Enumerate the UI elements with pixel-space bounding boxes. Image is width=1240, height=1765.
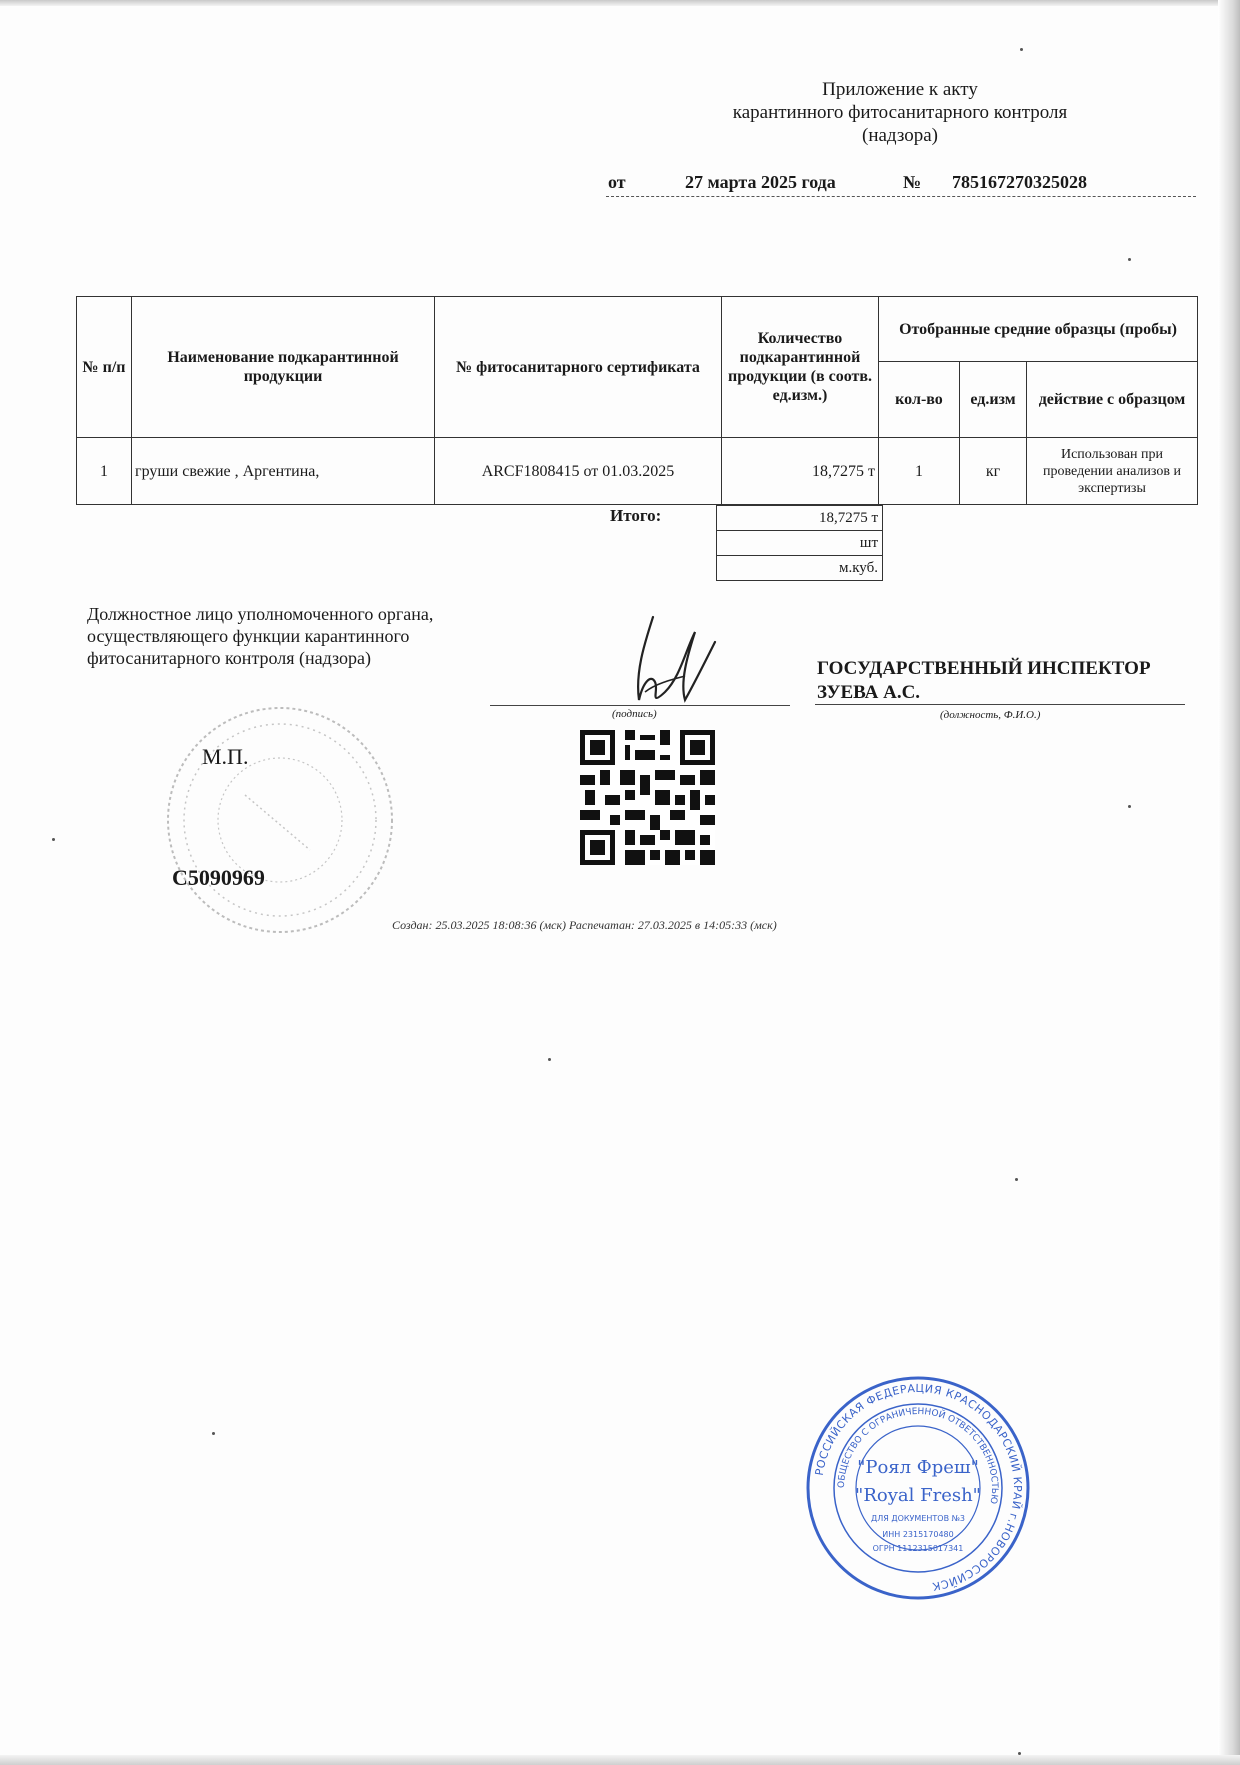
products-table	[76, 296, 1198, 505]
inspector-line	[815, 704, 1185, 705]
company-stamp-icon	[805, 1375, 1031, 1601]
stamp-name-ru: "Роял Фреш"	[857, 1457, 979, 1478]
total-tons: 18,7275 т	[717, 506, 883, 531]
date-number-line	[606, 170, 1196, 197]
scan-speck	[548, 1058, 551, 1061]
col-name: Наименование подкарантинной продукции	[132, 297, 435, 438]
scan-speck	[1018, 1752, 1021, 1755]
totals-label: Итого:	[610, 506, 662, 525]
stamp-ogrn: ОГРН 1112315017341	[872, 1544, 964, 1553]
header-line-2: карантинного фитосанитарного контроля	[732, 102, 1068, 123]
inspection-seal-icon	[160, 700, 400, 940]
seal-mp-label: М.П.	[202, 744, 249, 769]
stamp-inn: ИНН 2315170480	[882, 1530, 954, 1539]
row-product-name: груши свежие , Аргентина,	[132, 438, 435, 505]
signature-line	[490, 705, 790, 706]
row-sample-count: 1	[879, 438, 960, 505]
from-label: от	[608, 172, 626, 192]
scan-speck	[1020, 48, 1023, 51]
col-samples-action: действие с образцом	[1027, 362, 1198, 438]
stamp-name-en: "Royal Fresh"	[855, 1485, 981, 1506]
scan-speck	[212, 1432, 215, 1435]
col-cert: № фитосанитарного сертификата	[435, 297, 722, 438]
appendix-header	[660, 78, 1140, 147]
scan-speck	[1128, 805, 1131, 808]
inspector-title: ГОСУДАРСТВЕННЫЙ ИНСПЕКТОР	[817, 658, 1151, 679]
scan-edge-top	[0, 0, 1240, 6]
qr-code-icon	[580, 730, 715, 865]
table-header-row	[77, 297, 1198, 362]
stamp-outer-text: РОССИЙСКАЯ ФЕДЕРАЦИЯ КРАСНОДАРСКИЙ КРАЙ г.НОВОРОССИЙСК	[812, 1381, 1025, 1593]
seal-code: С5090969	[172, 865, 265, 890]
signature-caption: (подпись)	[612, 708, 657, 720]
official-label: Должностное лицо уполномоченного органа, осуществляющего функции карантинного фитосанитарного контроля (надзора)	[87, 604, 434, 668]
header-line-3: (надзора)	[862, 125, 938, 146]
number-label: №	[903, 172, 922, 192]
col-num: № п/п	[77, 297, 132, 438]
signature-icon	[625, 612, 720, 712]
row-sample-action: Использован при проведении анализов и экспертизы	[1027, 438, 1198, 505]
col-samples: Отобранные средние образцы (пробы)	[879, 297, 1198, 362]
act-date: 27 марта 2025 года	[685, 172, 836, 192]
total-cubic: м.куб.	[717, 556, 883, 581]
stamp-docs: ДЛЯ ДОКУМЕНТОВ №3	[870, 1514, 966, 1523]
inspector-name: ЗУЕВА А.С.	[817, 682, 921, 703]
created-printed-timestamp: Создан: 25.03.2025 18:08:36 (мск) Распечатан: 27.03.2025 в 14:05:33 (мск)	[392, 918, 777, 932]
scan-speck	[1128, 258, 1131, 261]
col-samples-unit: ед.изм	[960, 362, 1027, 438]
row-certificate: ARCF1808415 от 01.03.2025	[435, 438, 722, 505]
inspector-block	[817, 657, 1151, 705]
col-qty: Количество подкарантинной продукции (в соотв. ед.изм.)	[722, 297, 879, 438]
scan-speck	[52, 838, 55, 841]
act-number: 785167270325028	[952, 172, 1087, 192]
scan-speck	[1015, 1178, 1018, 1181]
stamp-inner-text: ОБЩЕСТВО С ОГРАНИЧЕННОЙ ОТВЕТСТВЕННОСТЬЮ	[836, 1406, 1000, 1505]
row-num: 1	[77, 438, 132, 505]
total-pieces: шт	[717, 531, 883, 556]
totals-table	[716, 505, 883, 581]
header-line-1: Приложение к акту	[822, 79, 978, 100]
row-sample-unit: кг	[960, 438, 1027, 505]
table-row	[77, 438, 1198, 505]
scan-edge-right	[1218, 0, 1240, 1765]
position-caption: (должность, Ф.И.О.)	[940, 709, 1041, 721]
col-samples-count: кол-во	[879, 362, 960, 438]
scan-edge-bottom	[0, 1755, 1240, 1765]
row-quantity: 18,7275 т	[722, 438, 879, 505]
